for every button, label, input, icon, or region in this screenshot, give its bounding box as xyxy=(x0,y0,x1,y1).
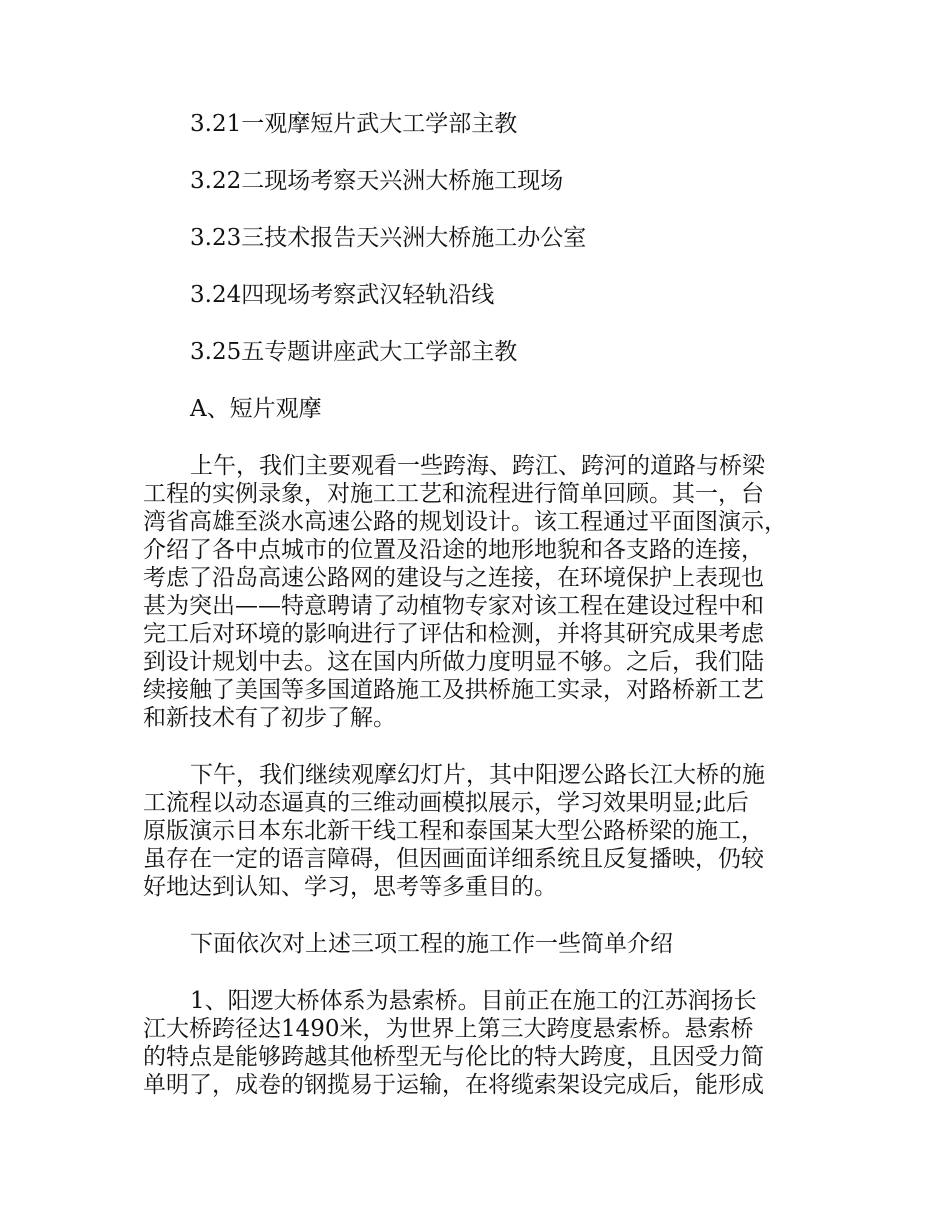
text-line: 的特点是能够跨越其他桥型无与伦比的特大跨度，且因受力简 xyxy=(143,1044,764,1070)
text-line: 下面依次对上述三项工程的施工作一些简单介绍 xyxy=(190,931,673,957)
paragraph-morning xyxy=(143,452,823,732)
text-line: 到设计规划中去。这在国内所做力度明显不够。之后，我们陆 xyxy=(143,649,764,675)
schedule-list xyxy=(143,110,823,366)
document-page xyxy=(143,110,823,1128)
schedule-item: 3.25五专题讲座武大工学部主教 xyxy=(190,339,518,365)
text-line: 好地达到认知、学习，思考等多重目的。 xyxy=(143,874,557,900)
text-line: 江大桥跨径达1490米，为世界上第三大跨度悬索桥。悬索桥 xyxy=(143,1016,754,1042)
text-line: 工流程以动态逼真的三维动画模拟展示，学习效果明显;此后 xyxy=(143,790,749,816)
schedule-item: 3.21一观摩短片武大工学部主教 xyxy=(190,111,518,137)
text-line: 单明了，成卷的钢揽易于运输，在将缆索架设完成后，能形成 xyxy=(143,1072,764,1098)
section-heading: A、短片观摩 xyxy=(190,396,322,422)
text-line: 原版演示日本东北新干线工程和泰国某大型公路桥梁的施工， xyxy=(143,818,764,844)
schedule-item: 3.24四现场考察武汉轻轨沿线 xyxy=(190,282,495,308)
text-line: 工程的实例录象，对施工工艺和流程进行简单回顾。其一，台 xyxy=(143,481,764,507)
text-line: 完工后对环境的影响进行了评估和检测，并将其研究成果考虑 xyxy=(143,621,764,647)
text-line: 和新技术有了初步了解。 xyxy=(143,705,396,731)
paragraph-intro xyxy=(143,930,823,958)
paragraph-afternoon xyxy=(143,761,823,901)
text-line: 上午，我们主要观看一些跨海、跨江、跨河的道路与桥梁 xyxy=(190,453,765,479)
text-line: 1、阳逻大桥体系为悬索桥。目前正在施工的江苏润扬长 xyxy=(190,988,757,1014)
text-line: 湾省高雄至淡水高速公路的规划设计。该工程通过平面图演示， xyxy=(143,509,787,535)
schedule-item: 3.22二现场考察天兴洲大桥施工现场 xyxy=(190,168,564,194)
text-line: 介绍了各中点城市的位置及沿途的地形地貌和各支路的连接， xyxy=(143,537,764,563)
text-line: 续接触了美国等多国道路施工及拱桥施工实录，对路桥新工艺 xyxy=(143,677,764,703)
paragraph-bridge-1 xyxy=(143,987,823,1099)
text-line: 下午，我们继续观摩幻灯片，其中阳逻公路长江大桥的施 xyxy=(190,762,765,788)
schedule-item: 3.23三技术报告天兴洲大桥施工办公室 xyxy=(190,225,587,251)
text-line: 考虑了沿岛高速公路网的建设与之连接，在环境保护上表现也 xyxy=(143,565,764,591)
text-line: 甚为突出——特意聘请了动植物专家对该工程在建设过程中和 xyxy=(143,593,764,619)
text-line: 虽存在一定的语言障碍，但因画面详细系统且反复播映，仍较 xyxy=(143,846,764,872)
